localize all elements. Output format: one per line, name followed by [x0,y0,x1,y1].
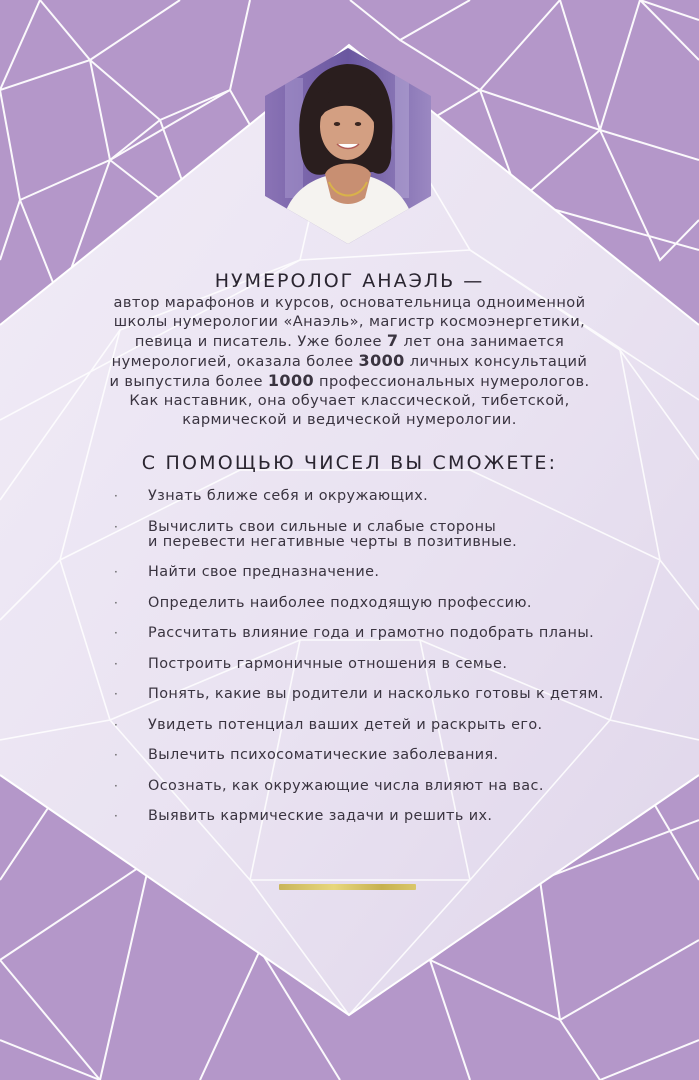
bio-number: 7 [386,331,399,350]
benefit-text: Увидеть потенциал ваших детей и раскрыть его. [148,716,543,733]
bio-number: 1000 [267,371,315,390]
bio-text: личных консультаций [404,353,588,370]
bio-text: нумерологией, оказала более [111,353,359,370]
author-title: НУМЕРОЛОГ АНАЭЛЬ — [214,270,485,292]
bullet-icon: · [114,748,119,762]
benefit-text: Вычислить свои сильные и слабые стороны [148,518,497,535]
bullet-icon: · [114,687,119,701]
benefit-item [112,595,652,611]
bullet-icon: · [114,809,119,823]
bio-text: школы нумерологии «Анаэль», магистр космоэнергетики, [113,313,586,330]
benefit-item [112,778,652,794]
benefit-text: Определить наиболее подходящую профессию. [148,594,532,611]
benefit-text: Вылечить психосоматические заболевания. [148,747,499,763]
benefits-list [112,488,652,839]
benefit-text: Построить гармоничные отношения в семье. [148,655,508,672]
bullet-icon: · [114,626,119,640]
benefit-item [112,808,652,824]
bio-line [60,293,639,312]
benefit-item [112,519,652,550]
bio-text: кармической и ведической нумерологии. [182,411,517,428]
bio-text: лет она занимается [398,333,565,350]
bullet-icon: · [114,717,119,732]
bio-line [60,351,639,371]
benefit-text: Осознать, как окружающие числа влияют на вас. [148,777,544,794]
benefit-item [112,656,652,672]
bio-line [60,391,639,410]
bio-text: профессиональных нумерологов. [314,373,590,390]
bio-line [60,410,639,429]
benefits-title: С ПОМОЩЬЮ ЧИСЕЛ ВЫ СМОЖЕТЕ: [141,452,558,474]
bio-text: автор марафонов и курсов, основательница одноименной [113,294,586,311]
author-portrait [265,48,431,244]
bio-text: певица и писатель. Уже более [134,333,387,350]
benefit-item [112,488,652,504]
benefit-text-continued: и перевести негативные черты в позитивные. [148,533,518,550]
benefit-text: Выявить кармические задачи и решить их. [148,808,493,824]
benefit-item [112,686,652,702]
bio-number: 3000 [358,351,405,370]
bio-text: Как наставник, она обучает классической, тибетской, [129,392,570,409]
bullet-icon: · [114,519,119,534]
benefit-text: Узнать ближе себя и окружающих. [148,488,429,504]
bio-text: и выпустила более [109,373,268,390]
bullet-icon: · [114,489,119,503]
bullet-icon: · [114,778,119,793]
benefit-item [112,717,652,733]
gold-divider [279,884,416,890]
bullet-icon: · [114,565,119,579]
benefit-text: Рассчитать влияние года и грамотно подобрать планы. [148,625,595,641]
benefit-text: Найти свое предназначение. [148,564,380,580]
bio-line [60,312,639,331]
benefit-item [112,564,652,580]
benefit-text: Понять, какие вы родители и насколько готовы к детям. [148,686,604,702]
bio-line [60,371,639,391]
author-bio [60,293,639,429]
bullet-icon: · [114,595,119,610]
bio-line [60,331,639,351]
benefit-item [112,625,652,641]
bullet-icon: · [114,656,119,671]
benefit-item [112,747,652,763]
